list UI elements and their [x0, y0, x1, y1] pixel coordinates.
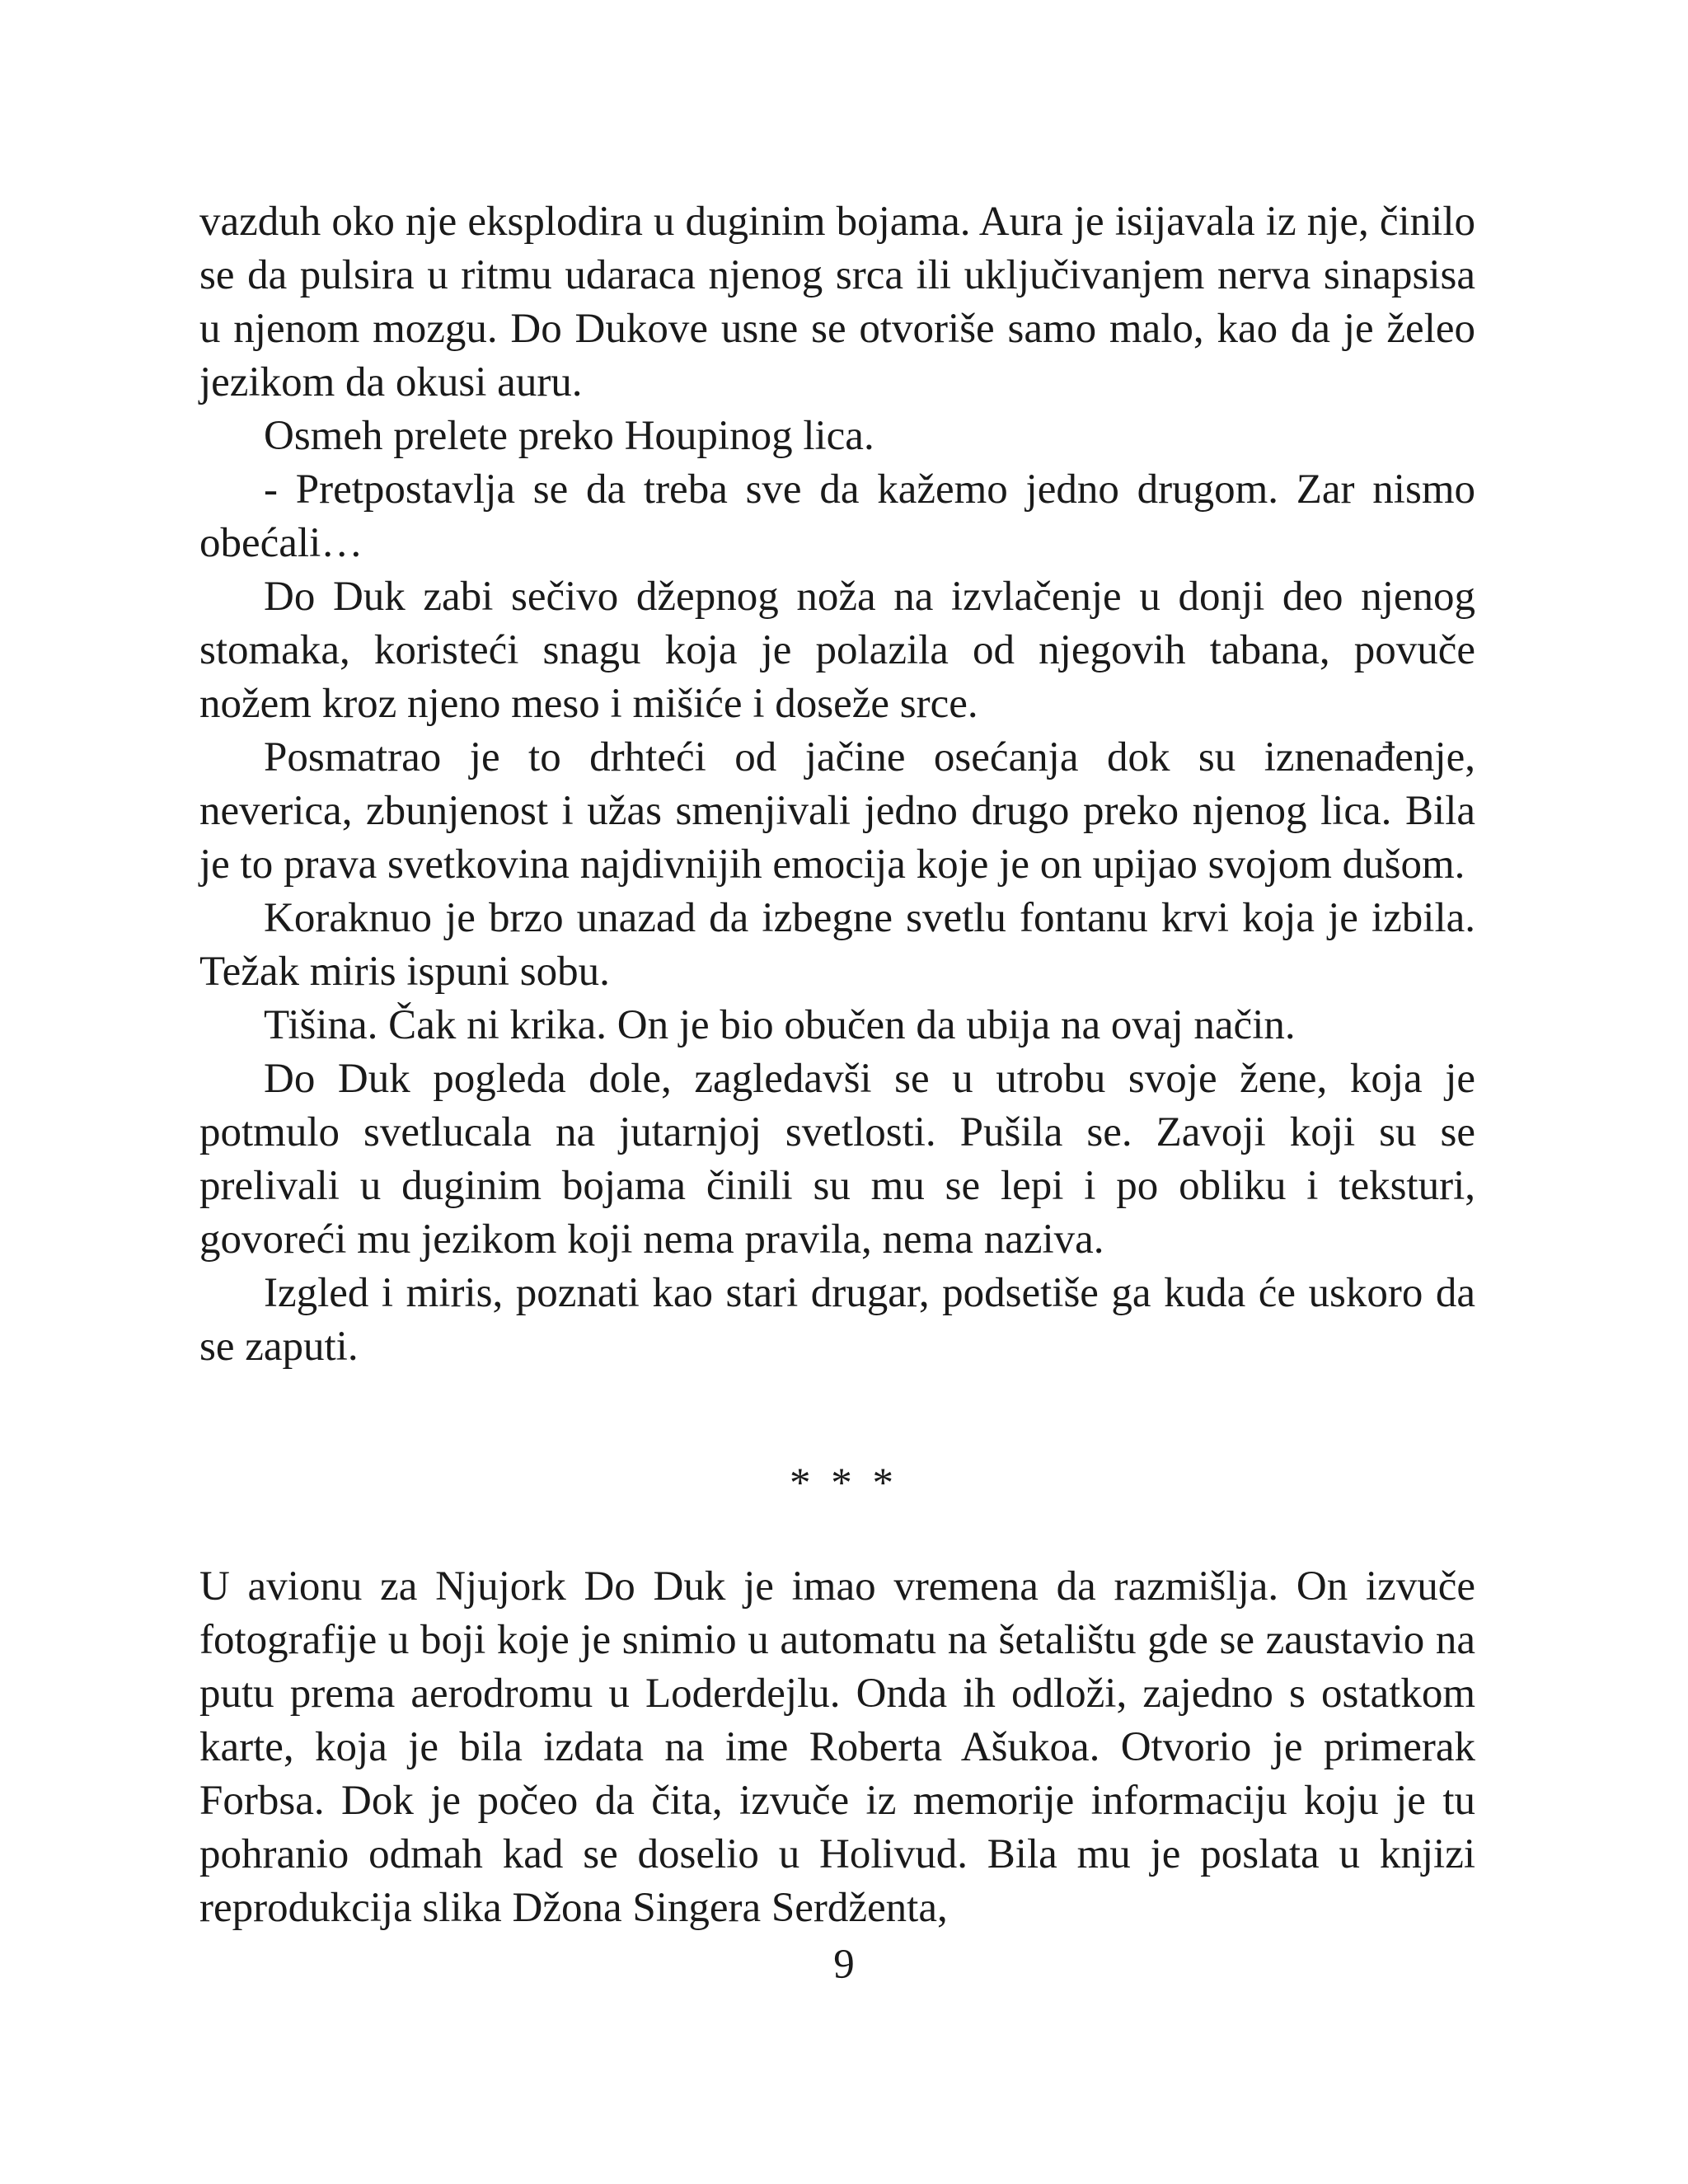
paragraph: Koraknuo je brzo unazad da izbegne svetlu fontanu krvi koja je izbila. Težak miris ispuni sobu.: [199, 895, 1475, 995]
paragraph: U avionu za Njujork Do Duk je imao vremena da razmišlja. On izvuče fotografije u boji koje je snimio u automatu na šetalištu gde se zaustavio na putu prema aerodromu u Loderdejlu. Onda ih odloži, zajedno s ostatkom karte, koja je bila izdata na ime Roberta Ašukoa. Otvorio je primerak Forbsa. Dok je počeo da čita, izvuče iz memorije informaciju koju je tu pohranio odmah kad se doselio u Holivud. Bila mu je poslata u knjizi reprodukcija slika Džona Singera Serdženta,: [199, 1563, 1475, 1931]
paragraph: Do Duk pogleda dole, zagledavši se u utrobu svoje žene, koja je potmulo svetlucala na jutarnjoj svetlosti. Pušila se. Zavoji koji su se prelivali u duginim bojama činili su mu se lepi i po obliku i teksturi, govoreći mu jezikom koji nema pravila, nema naziva.: [199, 1056, 1475, 1263]
paragraph: Osmeh prelete preko Houpinog lica.: [264, 413, 874, 459]
paragraph: - Pretpostavlja se da treba sve da kažemo jedno drugom. Zar nismo obećali…: [199, 466, 1475, 566]
page-number: 9: [833, 1942, 855, 1988]
text-block-before-separator: [199, 195, 1475, 1374]
text-block-after-separator: [199, 1560, 1475, 1935]
paragraph: Tišina. Čak ni krika. On je bio obučen da ubija na ovaj način.: [264, 1002, 1296, 1048]
paragraph: vazduh oko nje eksplodira u duginim bojama. Aura je isijavala iz nje, činilo se da pulsira u ritmu udaraca njenog srca ili uključivanjem nerva sinapsisa u njenom mozgu. Do Dukove usne se otvoriše samo malo, kao da je želeo jezikom da okusi auru.: [199, 199, 1475, 405]
paragraph: Izgled i miris, poznati kao stari drugar, podsetiše ga kuda će uskoro da se zaputi.: [199, 1270, 1475, 1370]
section-separator: * * *: [790, 1460, 898, 1507]
paragraph: Do Duk zabi sečivo džepnog noža na izvlačenje u donji deo njenog stomaka, koristeći snagu koja je polazila od njegovih tabana, povuče nožem kroz njeno meso i mišiće i doseže srce.: [199, 574, 1475, 727]
paragraph: Posmatrao je to drhteći od jačine osećanja dok su iznenađenje, neverica, zbunjenost i užas smenjivali jedno drugo preko njenog lica. Bila je to prava svetkovina najdivnijih emocija koje je on upijao svojom dušom.: [199, 734, 1475, 888]
